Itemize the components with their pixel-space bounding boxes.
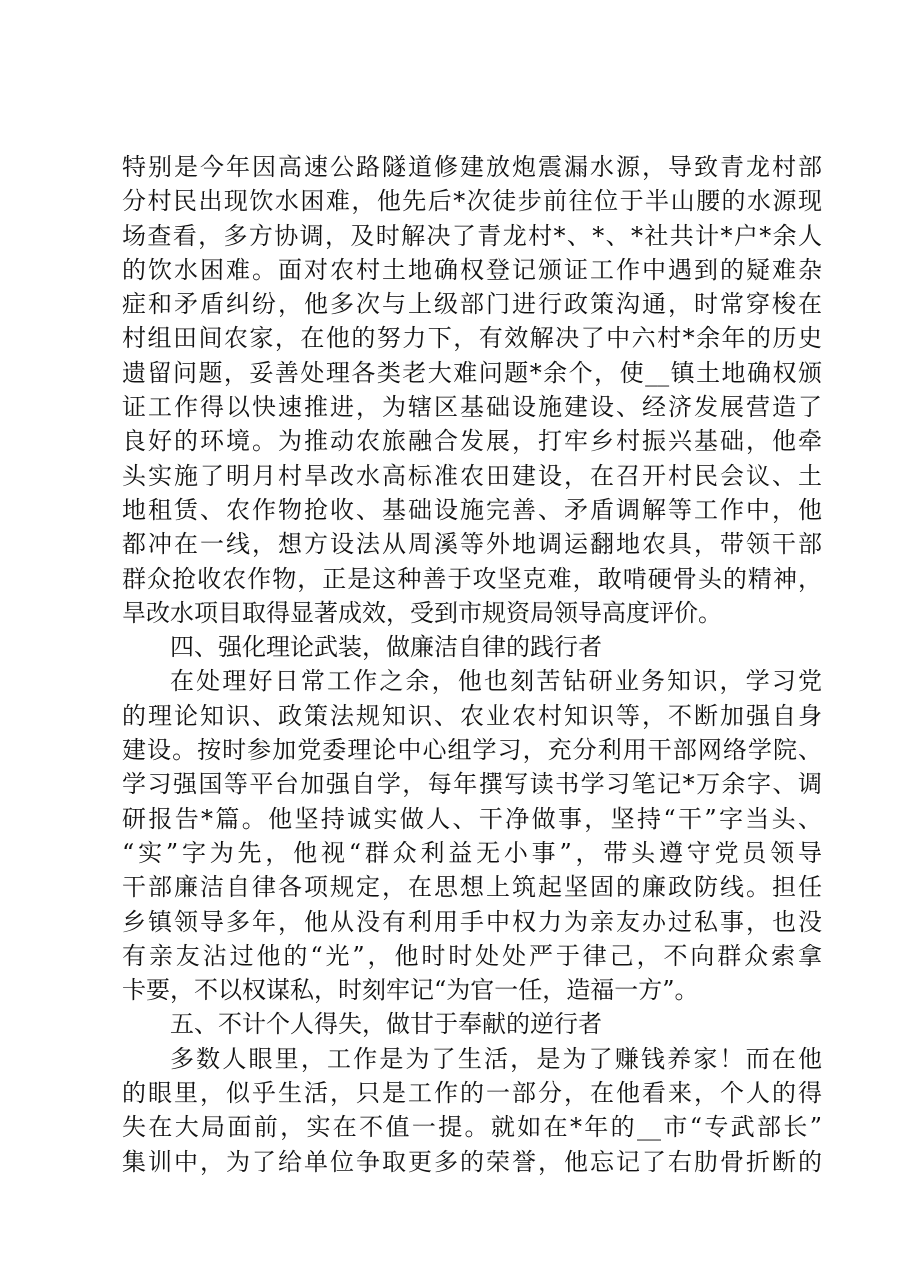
paragraph-line: “实”字为先，他视“群众利益无小事”，带头遵守党员领导: [122, 838, 822, 867]
paragraph-line: 证工作得以快速推进，为辖区基础设施建设、经济发展营造了: [122, 393, 822, 422]
paragraph-line: 头实施了明月村旱改水高标准农田建设，在召开村民会议、土: [122, 461, 822, 490]
paragraph-line: 研报告*篇。他坚持诚实做人、干净做事，坚持“干”字当头、: [122, 804, 822, 833]
paragraph-line: 的理论知识、政策法规知识、农业农村知识等，不断加强自身: [122, 701, 822, 730]
paragraph-line: 在处理好日常工作之余，他也刻苦钻研业务知识，学习党: [170, 667, 822, 696]
paragraph-line: 良好的环境。为推动农旅融合发展，打牢乡村振兴基础，他牵: [122, 427, 822, 456]
paragraph-line: 分村民出现饮水困难，他先后*次徒步前往位于半山腰的水源现: [122, 187, 822, 216]
paragraph-line: 特别是今年因高速公路隧道修建放炮震漏水源，导致青龙村部: [122, 153, 822, 181]
paragraph-line: 集训中，为了给单位争取更多的荣誉，他忘记了右肋骨折断的: [122, 1147, 822, 1176]
paragraph-line: 乡镇领导多年，他从没有利用手中权力为亲友办过私事，也没: [122, 907, 822, 936]
section-heading: 五、不计个人得失，做甘于奉献的逆行者: [170, 1010, 602, 1039]
paragraph-line: 群众抢收农作物，正是这种善于攻坚克难，敢啃硬骨头的精神，: [122, 564, 822, 593]
paragraph-line: 场查看，多方协调，及时解决了青龙村*、*、*社共计*户*余人: [122, 221, 822, 250]
paragraph-line: 地租赁、农作物抢收、基础设施完善、矛盾调解等工作中，他: [122, 495, 822, 524]
paragraph-line: 旱改水项目取得显著成效，受到市规资局领导高度评价。: [122, 598, 722, 627]
paragraph-line: 失在大局面前，实在不值一提。就如在*年的__市“专武部长”: [122, 1113, 822, 1142]
paragraph-line: 学习强国等平台加强自学，每年撰写读书学习笔记*万余字、调: [122, 770, 822, 799]
paragraph-line: 都冲在一线，想方设法从周溪等外地调运翻地农具，带领干部: [122, 530, 822, 559]
section-heading: 四、强化理论武装，做廉洁自律的践行者: [170, 633, 602, 662]
paragraph-line: 的饮水困难。面对农村土地确权登记颁证工作中遇到的疑难杂: [122, 255, 822, 284]
paragraph-line: 遗留问题，妥善处理各类老大难问题*余个，使__镇土地确权颁: [122, 358, 822, 387]
paragraph-line: 干部廉洁自律各项规定，在思想上筑起坚固的廉政防线。担任: [122, 873, 822, 902]
document-body: [122, 150, 822, 1179]
paragraph-line: 村组田间农家，在他的努力下，有效解决了中六村*余年的历史: [122, 324, 822, 353]
paragraph-line: 症和矛盾纠纷，他多次与上级部门进行政策沟通，时常穿梭在: [122, 290, 822, 319]
paragraph-line: 有亲友沾过他的“光”，他时时处处严于律己，不向群众索拿: [122, 941, 822, 970]
paragraph-line: 卡要，不以权谋私，时刻牢记“为官一任，造福一方”。: [122, 976, 699, 1005]
paragraph-line: 建设。按时参加党委理论中心组学习，充分利用干部网络学院、: [122, 736, 822, 765]
paragraph-line: 多数人眼里，工作是为了生活，是为了赚钱养家！而在他: [170, 1044, 822, 1073]
paragraph-line: 的眼里，似乎生活，只是工作的一部分，在他看来，个人的得: [122, 1079, 822, 1108]
